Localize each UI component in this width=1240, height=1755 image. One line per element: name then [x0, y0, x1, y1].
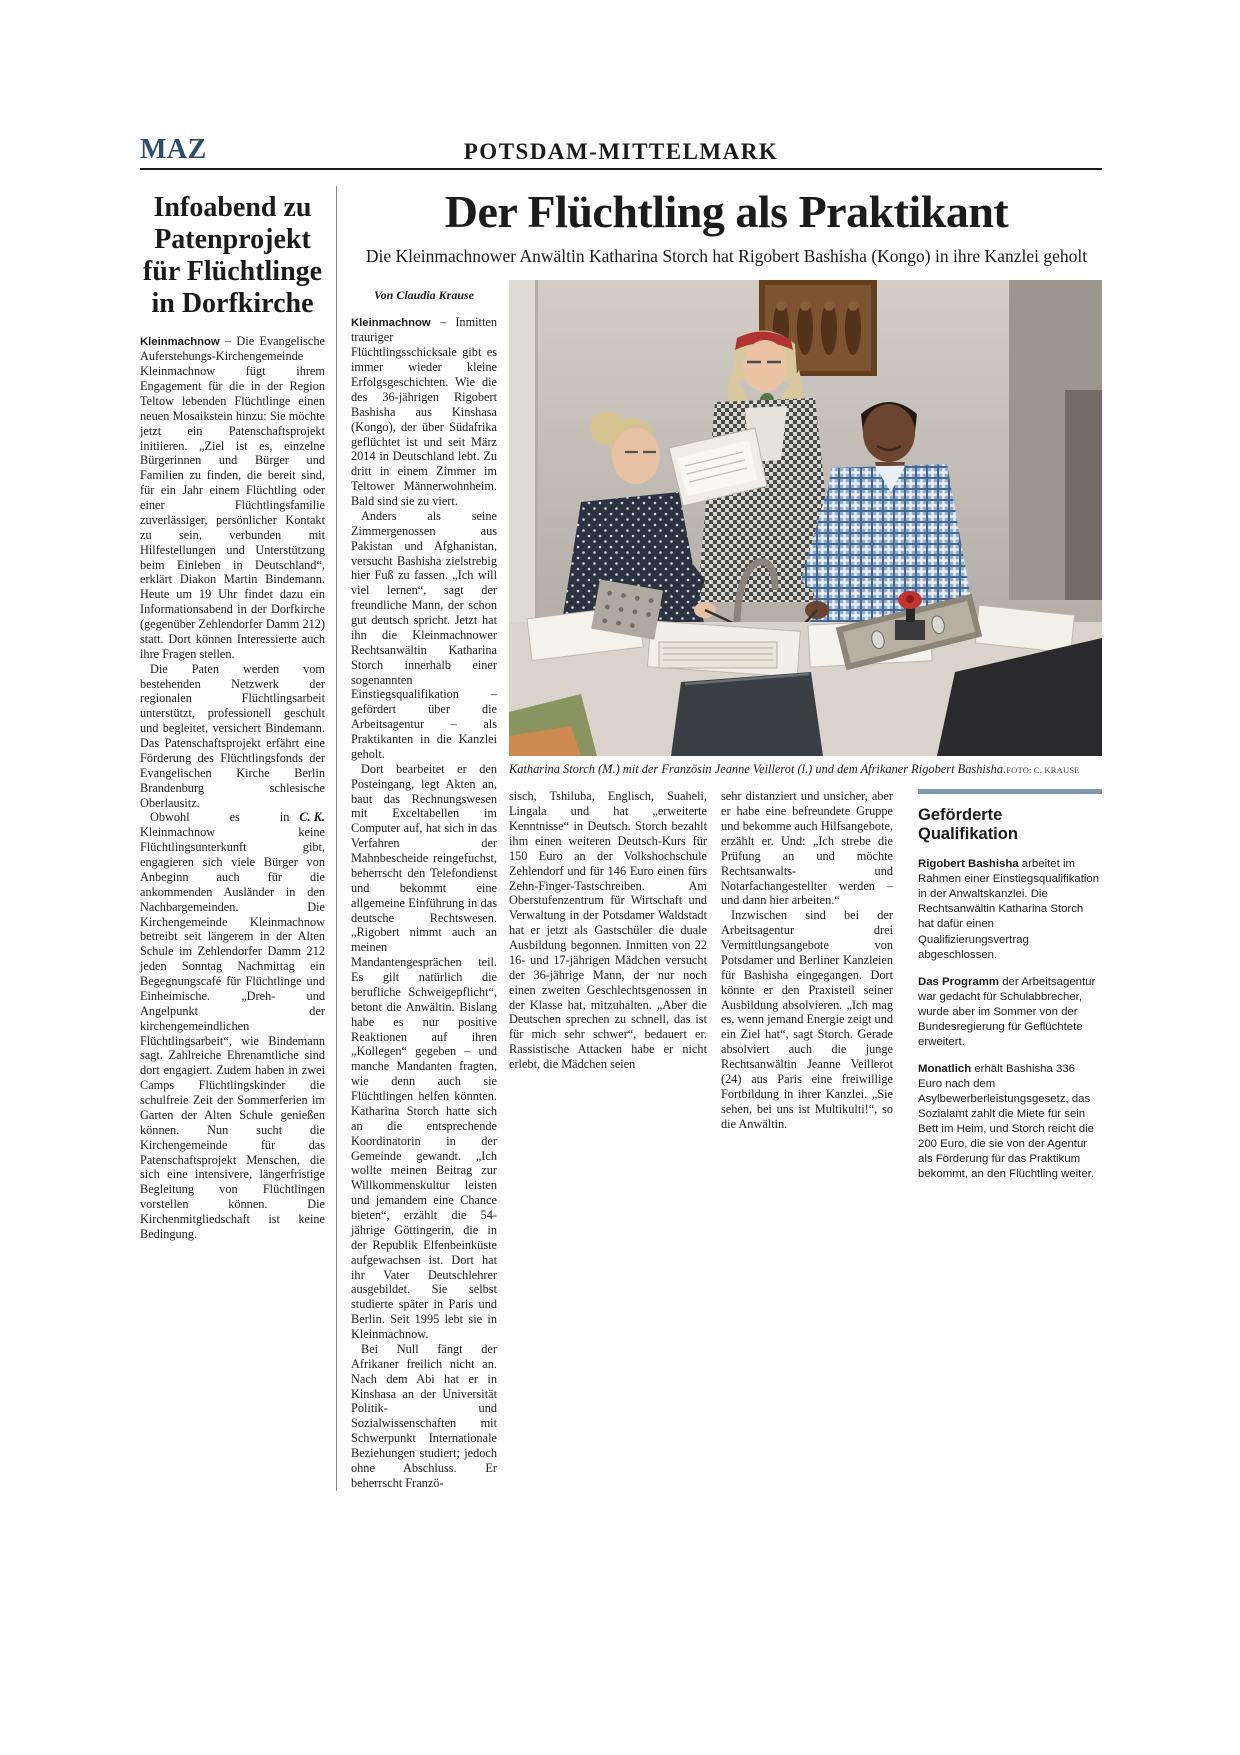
main-subhead: Die Kleinmachnower Anwältin Katharina Storch hat Rigobert Bashisha (Kongo) in ihre Kanzlei geholt — [365, 246, 1088, 267]
author-initials: C. K. — [299, 810, 325, 825]
main-article-body — [351, 280, 1102, 1490]
photo-and-columns — [509, 280, 1102, 1490]
masthead — [140, 134, 1102, 170]
photo-caption: Katharina Storch (M.) mit der Französin Jeanne Veillerot (l.) und dem Afrikaner Rigobert Bashisha. — [509, 762, 1007, 777]
section-title: POTSDAM-MITTELMARK — [463, 139, 779, 164]
paragraph: Dort bearbeitet er den Posteingang, legt Akten an, baut das Rechnungswesen mit Exceltabellen im Computer auf, hat sich in das Verfahren der Mahnbescheide reingefuchst, beherrscht den Telefondienst und bekommt eine allgemeine Einführung in das deutsche Rechtswesen. „Rigobert nimmt auch an meinen Mandantengesprächen teil. Es gilt natürlich die berufliche Schweigepflicht“, betont die Anwältin. Bislang habe es nur positive Reaktionen auf ihren „Kollegen“ gegeben – und manche Mandanten fragten, wie denn auch sie Flüchtlingen helfen könnten. Katharina Storch hatte sich an die entsprechende Koordinatorin in der Gemeinde gewandt. „Ich wollte meinen Beitrag zur Willkommenskultur leisten und jemandem eine Chance bieten“, erzählt die 54-jährige Göttingerin, die in der Republik Elfenbeinküste aufgewachsen ist. Dort hat ihr Vater Deutschlehrer ausgebildet. Sie selbst studierte später in Paris und Berlin. Seit 1995 lebt sie in Kleinmachnow. — [351, 761, 497, 1342]
newspaper-logo: MAZ — [140, 134, 207, 165]
laptop — [671, 672, 823, 756]
article-photo-illustration — [509, 280, 1102, 756]
newspaper-page — [140, 134, 1102, 1491]
bottom-columns — [509, 789, 1102, 1194]
infobox-item: Monatlich erhält Bashisha 336 Euro nach dem Asylbewerberleistungsgesetz, das Sozialamt zahlt die Miete für sein Bett im Heim, und Storch reicht die 200 Euro, die sie von der Agentur als Förderung für das Praktikum bekommt, an den Flüchtling weiter. — [918, 1062, 1095, 1181]
location-lead: Kleinmachnow — [140, 335, 220, 348]
main-article — [337, 186, 1102, 1491]
paragraph: sehr distanziert und unsicher, aber er habe eine befreundete Gruppe und bekomme auch Hilfsangebote, erzählt er. Und: „Ich strebe die Prüfung an und möchte Rechtsanwalts- und Notarfachangestellter werden – und dann hier arbeiten.“ — [721, 789, 893, 908]
paragraph: Inzwischen sind bei der Arbeitsagentur drei Vermittlungsangebote von Potsdamer und Berliner Kanzleien für Bashisha eingegangen. Dort könnte er den Praxisteil seiner Ausbildung absolvieren. „Ich mag es, wenn jemand Energie zeigt und ein Ziel hat“, sagt Storch. Gerade absolviert auch die junge Rechtsanwältin Jeanne Veillerot (24) aus Paris eine freiwillige Fortbildung in ihrer Kanzlei. „Sie sehen, bei uns ist Multikulti!“, so die Anwältin. — [721, 908, 893, 1131]
paragraph: Kleinmachnow – Inmitten trauriger Flüchtlingsschicksale gibt es immer wieder kleine Erfolgsgeschichten. Wie die des 36-jährigen Rigobert Bashisha aus Kinshasa (Kongo), der über Südafrika geflüchtet ist und seit März 2014 in Deutschland lebt. Zu dritt in einem Zimmer im Teltower Männerwohnheim. Bald sind sie zu viert. — [351, 314, 497, 509]
article-column-2 — [509, 789, 707, 1194]
left-article — [140, 186, 337, 1491]
article-photo — [509, 280, 1102, 756]
infobox-accent-bar — [918, 789, 1102, 794]
paragraph: sisch, Tshiluba, Englisch, Suaheli, Lingala und hat „erweiterte Kenntnisse“ in Deutsch. Storch bezahlt ihm einen weiteren Deutsch-Kurs für 150 Euro an der Volkshochschule Zehlendorf und für 146 Euro einen fürs Zehn-Finger-Tastschreiben. Am Oberstufenzentrum für Wirtschaft und Verwaltung in der Potsdamer Waldstadt hat er jetzt als Gastschüler die duale Ausbildung begonnen. Inmitten von 22 16- und 17-jährigen Mädchen versucht der 36-jährige Mann, der nur noch einen zweiten Geschlechtsgenossen in der Klasse hat, mitzuhalten. „Aber die Deutschen sprechen zu schnell, das ist für mich sehr schwer“, bedauert er. Rassistische Attacken habe er nicht erlebt, die Mädchen seien — [509, 789, 707, 1072]
infobox-item: Das Programm der Arbeitsagentur war gedacht für Schulabbrecher, wurde aber im Sommer von der Bundesregierung für Geflüchtete erweitert. — [918, 975, 1096, 1048]
infobox-item: Rigobert Bashisha arbeitet im Rahmen einer Einstiegsqualifikation in der Anwaltskanzlei. Die Rechtsanwältin Katharina Storch hat dafür einen Qualifizierungsvertrag abgeschlossen. — [918, 858, 1100, 961]
byline: Von Claudia Krause — [373, 288, 475, 303]
photo-caption-row — [509, 762, 1102, 777]
main-headline: Der Flüchtling als Praktikant — [444, 186, 1009, 237]
left-article-headline: Infoabend zu Patenprojekt für Flüchtlinge in Dorfkirche — [142, 192, 323, 319]
infobox-title: Geförderte Qualifikation — [918, 806, 1018, 844]
paragraph: Anders als seine Zimmergenossen aus Pakistan und Afghanistan, versucht Bashisha zielstrebig hier Fuß zu fassen. „Ich will viel lernen“, sagt der freundliche Mann, der schon gut deutsch spricht. Jetzt hat ihn die Kleinmachnower Rechtsanwältin Katharina Storch innerhalb einer sogenannten Einstiegsqualifikation – gefördert über die Arbeitsagentur – als Praktikanten in die Kanzlei geholt. — [351, 508, 497, 761]
page-content — [140, 186, 1102, 1491]
paragraph: Die Paten werden vom bestehenden Netzwerk der regionalen Flüchtlingsarbeit unterstützt, professionell geschult und begleitet, versichert Bindemann. Das Patenschaftsprojekt erfährt eine Förderung des Flüchtlingsfonds der Evangelischen Kirche Berlin Brandenburg schlesische Oberlausitz. — [140, 661, 325, 810]
infobox — [918, 789, 1102, 1194]
location-lead: Kleinmachnow — [351, 316, 431, 329]
paragraph: Kleinmachnow – Die Evangelische Auferstehungs-Kirchengemeinde Kleinmachnow fügt ihrem Engagement für die in der Region Teltow lebenden Flüchtlinge einen neuen Mosaikstein hinzu: Sie möchte jetzt ein Patenschaftsprojekt initiieren. „Ziel ist es, einzelne Bürgerinnen und Bürger und Familien zu finden, die bereit sind, für ein Jahr einem Flüchtling oder einer Flüchtlingsfamilie zuverlässiger, persönlicher Kontakt zu sein, verbunden mit Hilfestellungen und Unterstützung beim Einleben in Deutschland“, erklärt Diakon Martin Bindemann. Heute um 19 Uhr findet dazu ein Informationsabend in der Dorfkirche (gegenüber Zehlendorfer Damm 212) statt. Dort können Interessierte auch ihre Fragen stellen. — [140, 333, 325, 661]
paragraph: C. K. Obwohl es in Kleinmachnow keine Flüchtlingsunterkunft gibt, engagieren sich viele Bürger von Anbeginn auch für die ankommenden Ausländer in den Nachbargemeinden. Die Kirchengemeinde Kleinmachnow betreibt seit längerem in der Alten Schule im Zehlendorfer Damm 212 jeden Sonntag Nachmittag ein Begegnungscafé für Flüchtlinge und Einheimische. „Dreh- und Angelpunkt der kirchengemeindlichen Flüchtlingsarbeit“, wie Bindemann sagt. Zahlreiche Ehrenamtliche sind dort engagiert. Zudem haben in zwei Camps Flüchtlingskinder die schulfreie Zeit der Sommerferien im Garten der Alten Schule genießen können. Nun sucht die Kirchengemeinde für das Patenschaftsprojekt Menschen, die sich eine intensivere, längerfristige Begleitung von Flüchtlingen vorstellen können. Die Kirchenmitgliedschaft ist keine Bedingung. — [140, 810, 325, 1241]
left-article-body — [140, 334, 325, 1242]
article-column-3 — [721, 789, 893, 1194]
photo-credit: FOTO: C. KRAUSE — [1006, 765, 1080, 776]
article-column-1 — [351, 280, 497, 1490]
paragraph: Bei Null fängt der Afrikaner freilich nicht an. Nach dem Abi hat er in Kinshasa an der Universität Politik- und Sozialwissenschaften mit Schwerpunkt Internationale Beziehungen studiert; jedoch ohne Abschluss. Er beherrscht Franzö- — [351, 1341, 497, 1490]
